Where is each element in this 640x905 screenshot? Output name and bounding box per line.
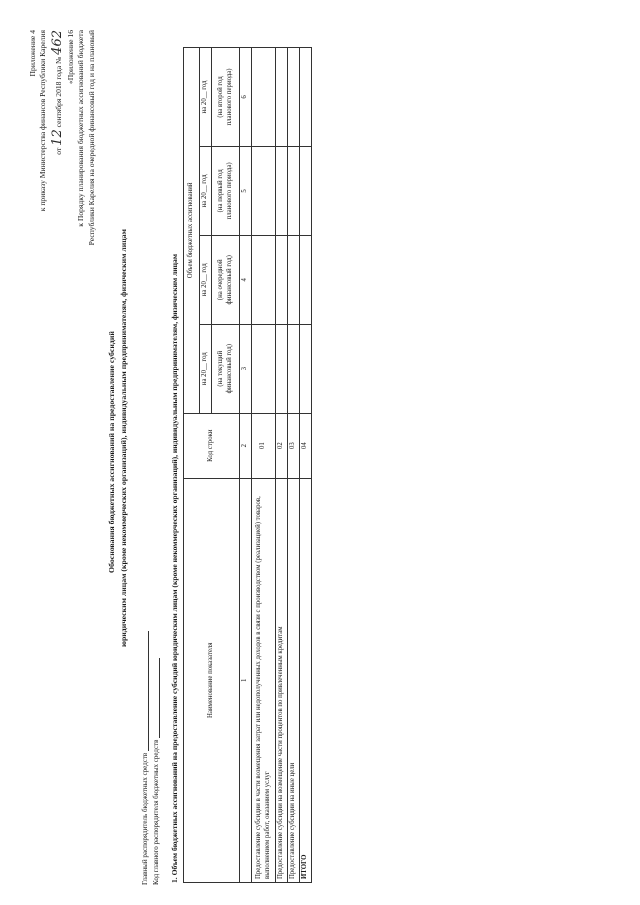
table-row <box>252 48 276 883</box>
number-col-3: 3 <box>240 324 252 413</box>
row-1-value-5[interactable] <box>252 146 276 235</box>
row-1-value-6[interactable] <box>252 48 276 147</box>
row-total-name: ИТОГО <box>300 478 312 882</box>
row-total-value-3[interactable] <box>300 324 312 413</box>
header-col5-desc-1: (на первый год <box>217 169 225 213</box>
approval-number-handwritten: 462 <box>49 30 65 55</box>
approval-line-6: Республики Карелия на очередной финансовый год и на плановый <box>86 30 96 246</box>
header-col3-desc-1: (на текущий <box>217 350 225 387</box>
number-col-1: 1 <box>240 478 252 882</box>
header-col6-desc-1: (на второй год <box>217 76 225 118</box>
row-3-code: 03 <box>288 413 300 478</box>
field-manager-code-line[interactable] <box>159 658 160 738</box>
number-col-4: 4 <box>240 235 252 324</box>
document-title-line-2: юридическим лицам (кроме некоммерческих организаций), индивидуальным предпринимателям, физическим лицам <box>119 229 128 647</box>
row-3-value-5[interactable] <box>288 146 300 235</box>
approval-line-4: «Приложение 16 <box>66 30 76 85</box>
table-row <box>276 48 288 883</box>
header-col4-desc <box>212 235 240 324</box>
row-1-value-4[interactable] <box>252 235 276 324</box>
header-col4-desc-2: финансовый год) <box>225 255 233 305</box>
header-col3-desc-2: финансовый год) <box>225 344 233 394</box>
row-total-value-5[interactable] <box>300 146 312 235</box>
row-2-name: Предоставление субсидии на возмещение части процентов по привлеченным кредитам <box>276 478 288 882</box>
row-2-value-6[interactable] <box>276 48 288 147</box>
table-row-total <box>300 48 312 883</box>
header-col4-year: на 20__ год <box>200 235 212 324</box>
approval-date-mid: сентября 2018 года № <box>53 56 63 128</box>
document-title-line-1: Обоснования бюджетных ассигнований на предоставление субсидий <box>107 331 116 573</box>
header-name: Наименование показателя <box>184 478 240 882</box>
table-header-row-1 <box>184 48 200 883</box>
row-3-name: Предоставление субсидии на иные цели <box>288 478 300 882</box>
row-total-value-4[interactable] <box>300 235 312 324</box>
row-3-value-3[interactable] <box>288 324 300 413</box>
row-2-value-5[interactable] <box>276 146 288 235</box>
header-col5-desc <box>212 146 240 235</box>
approval-line-3 <box>49 30 67 245</box>
budget-table <box>183 47 312 883</box>
row-2-value-4[interactable] <box>276 235 288 324</box>
row-3-value-4[interactable] <box>288 235 300 324</box>
table-row <box>288 48 300 883</box>
approval-block <box>28 30 97 245</box>
row-1-code: 01 <box>252 413 276 478</box>
header-col6-year: на 20__ год <box>200 48 212 147</box>
field-main-manager-line[interactable] <box>148 631 149 751</box>
approval-line-2: к приказу Министерства финансов Республики Карелия <box>38 30 48 212</box>
field-main-manager <box>141 631 149 885</box>
number-col-2: 2 <box>240 413 252 478</box>
header-col3-year: на 20__ год <box>200 324 212 413</box>
header-col6-desc-2: планового периода) <box>225 68 233 126</box>
approval-date-prefix: от <box>53 147 63 155</box>
header-col6-desc <box>212 48 240 147</box>
approval-day-handwritten: 12 <box>49 129 65 146</box>
section-1-heading: 1. Объем бюджетных ассигнований на предоставление субсидий юридическим лицам (кроме некоммерческих организаций), индивидуальным предпринимателям, физическим лицам <box>170 254 179 883</box>
row-2-value-3[interactable] <box>276 324 288 413</box>
table-numbering-row <box>240 48 252 883</box>
header-code: Код строки <box>184 413 240 478</box>
row-total-code: 04 <box>300 413 312 478</box>
row-3-value-6[interactable] <box>288 48 300 147</box>
number-col-5: 5 <box>240 146 252 235</box>
header-col5-desc-2: планового периода) <box>225 162 233 220</box>
row-1-name: Предоставление субсидии в части возмещения затрат или недополученных доходов в связи с производством (реализацией) товаров, выполнением работ, оказанием услуг <box>252 478 276 882</box>
header-col5-year: на 20__ год <box>200 146 212 235</box>
row-total-value-6[interactable] <box>300 48 312 147</box>
field-manager-code <box>152 658 160 885</box>
row-1-value-3[interactable] <box>252 324 276 413</box>
header-col3-desc <box>212 324 240 413</box>
field-manager-code-label: Код главного распорядителя бюджетных средств <box>152 739 160 885</box>
approval-line-1: Приложение 4 <box>28 30 37 77</box>
header-volume: Объем бюджетных ассигнований <box>184 48 200 414</box>
header-col4-desc-1: (на очередной <box>217 259 225 301</box>
approval-line-5: к Порядку планирования бюджетных ассигнований бюджета <box>76 30 86 227</box>
row-2-code: 02 <box>276 413 288 478</box>
number-col-6: 6 <box>240 48 252 147</box>
field-main-manager-label: Главный распорядитель бюджетных средств <box>141 752 149 885</box>
